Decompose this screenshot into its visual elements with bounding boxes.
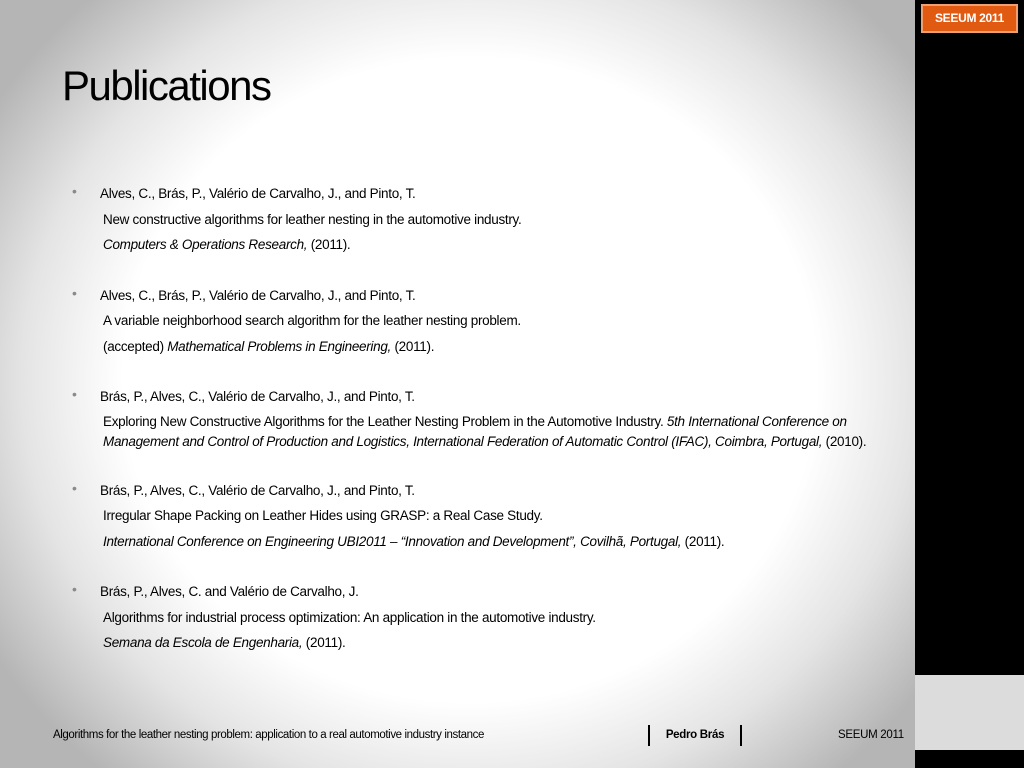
publication-title: Algorithms for industrial process optimization: An application in the automotive industry. [103, 609, 596, 625]
publication-item [72, 283, 872, 360]
publication-list [72, 181, 872, 681]
side-gray-block [915, 675, 1024, 750]
publication-venue: 5th International Conference on Management and Control of Production and Logistics, International Federation of Automatic Control (IFAC), Coimbra, Portugal, [103, 413, 847, 449]
right-side-panel [915, 0, 1024, 768]
bullet-icon: • [72, 479, 77, 496]
publication-venue-line [100, 334, 872, 360]
bullet-icon: • [72, 581, 77, 597]
slide-title: Publications [62, 62, 271, 109]
bullet-icon: • [72, 386, 77, 402]
publication-year: (2011). [681, 533, 725, 549]
publication-title: A variable neighborhood search algorithm for the leather nesting problem. [103, 313, 521, 328]
publication-authors: Alves, C., Brás, P., Valério de Carvalho, J., and Pinto, T. [100, 186, 416, 201]
publication-venue: Semana da Escola de Engenharia, [103, 635, 303, 650]
publication-authors: Brás, P., Alves, C., Valério de Carvalho, J., and Pinto, T. [100, 482, 415, 498]
publication-year: (2011). [302, 635, 346, 650]
publication-title: Exploring New Constructive Algorithms for the Leather Nesting Problem in the Automotive Industry. [103, 413, 664, 429]
publication-year: (2011). [391, 338, 435, 354]
publication-item [72, 384, 872, 453]
bullet-icon: • [72, 284, 77, 301]
conference-badge: SEEUM 2011 [921, 4, 1018, 33]
footer-event: SEEUM 2011 [838, 729, 904, 741]
bullet-icon: • [72, 183, 77, 199]
publication-authors: Brás, P., Alves, C. and Valério de Carvalho, J. [100, 584, 359, 599]
publication-item [72, 478, 872, 555]
publication-year: (2011). [307, 237, 351, 252]
publication-title: New constructive algorithms for leather nesting in the automotive industry. [103, 211, 522, 227]
publication-year: (2010). [822, 434, 867, 449]
publication-venue: Mathematical Problems in Engineering, [167, 338, 392, 354]
publication-venue-line [100, 232, 872, 258]
publication-title-venue [100, 412, 872, 453]
publication-authors: Alves, C., Brás, P., Valério de Carvalho, J., and Pinto, T. [100, 287, 416, 303]
publication-item [72, 579, 872, 656]
publication-prefix: (accepted) [103, 338, 168, 354]
footer-presentation-title: Algorithms for the leather nesting problem: application to a real automotive industry instance [53, 729, 484, 741]
footer-author: Pedro Brás [648, 725, 742, 746]
publication-title: Irregular Shape Packing on Leather Hides using GRASP: a Real Case Study. [103, 508, 543, 523]
publication-venue-line [100, 630, 872, 656]
publication-authors: Brás, P., Alves, C., Valério de Carvalho, J., and Pinto, T. [100, 389, 415, 404]
publication-venue: International Conference on Engineering UBI2011 – “Innovation and Development”, Covilhã, Portugal, [103, 533, 682, 549]
publication-venue-line [100, 529, 872, 555]
publication-item [72, 181, 872, 258]
publication-venue: Computers & Operations Research, [103, 237, 308, 252]
